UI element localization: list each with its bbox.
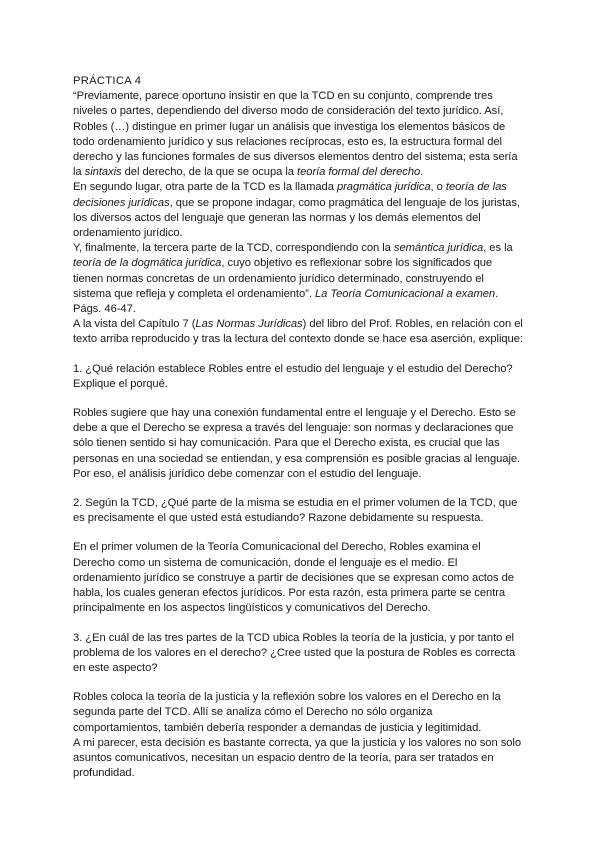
answer-3-part-2: A mi parecer, esta decisión es bastante correcta, ya que la justicia y los valores no son solo asuntos comunicativos, necesitan un espacio dentro de la teoría, para ser tratados en profundidad. — [73, 736, 522, 780]
italic-run: Las Normas Jurídicas — [195, 318, 303, 331]
text-run: . Págs. 46-47. — [73, 287, 499, 316]
question-1: 1. ¿Qué relación establece Robles entre el estudio del lenguaje y el estudio del Derecho? Explique el porqué. — [73, 362, 513, 390]
answer-1: Robles sugiere que hay una conexión fundamental entre el lenguaje y el Derecho. Esto se debe a que el Derecho se expresa a través del lenguaje: son normas y declaraciones que sólo tienen sentido si hay comunicación. Para que el Derecho exista, es crucial que las personas en una sociedad se entiendan, y esa comprensión es posible gracias al lenguaje. Por eso, el análisis jurídico debe comenzar con el estudio del lenguaje. — [73, 407, 521, 480]
text-run: del derecho, de la que se ocupa la — [121, 166, 298, 179]
spacer — [73, 392, 523, 406]
italic-run: teoría de las decisiones jurídicas — [73, 181, 507, 209]
text-run: “Previamente, parece oportuno insistir en que la TCD en su conjunto, comprende tres niveles o partes, dependiendo del diverso modo de consideración del texto jurídico. Así, Robles (…) distingue en primer lugar un análisis que investiga los elementos básicos de todo ordenamiento jurídico y sus relaciones recíprocas, esto es, la estructura formal del derecho y las funciones formales de sus diversos elementos dentro del sistema; esta sería la — [73, 90, 518, 179]
text-run: , o — [430, 181, 446, 194]
text-run: . — [420, 166, 424, 179]
intro-paragraph-3 — [73, 241, 523, 317]
question-2: 2. Según la TCD, ¿Qué parte de la misma se estudia en el primer volumen de la TCD, que es precisamente el que usted está estudiando? Razone debidamente su respuesta. — [73, 497, 518, 525]
text-run: Y, finalmente, la tercera parte de la TCD, correspondiendo con la — [73, 242, 394, 255]
text-run: , es la — [483, 242, 513, 255]
document-page — [73, 74, 523, 781]
italic-run: sintaxis — [84, 166, 122, 179]
spacer — [73, 676, 523, 690]
text-run: A la vista del Capítulo 7 ( — [73, 318, 196, 331]
text-run: En segundo lugar, otra parte de la TCD es la llamada — [73, 181, 337, 194]
intro-paragraph-2 — [73, 180, 523, 241]
spacer — [73, 617, 523, 631]
answer-2: En el primer volumen de la Teoría Comunicacional del Derecho, Robles examina el Derecho como un sistema de comunicación, donde el lenguaje es el medio. El ordenamiento jurídico se construye a partir de decisiones que se expresan como actos de habla, los cuales generan efectos jurídicos. Por esta razón, esta primera parte se centra principalmente en los aspectos lingüísticos y comunicativos del Derecho. — [73, 541, 514, 615]
intro-paragraph-4 — [73, 317, 523, 347]
text-run: , que se propone indagar, como pragmática del lenguaje de los juristas, los diversos actos del lenguaje que generan las normas y los demás elementos del ordenamiento jurídico. — [73, 196, 520, 240]
text-run: ) del libro del Prof. Robles, en relación con el texto arriba reproducido y tras la lectura del contexto donde se hace esa aserción, explique: — [73, 318, 523, 346]
spacer — [73, 482, 523, 496]
page-title: PRÁCTICA 4 — [73, 75, 142, 87]
italic-run: semántica jurídica — [393, 242, 484, 255]
italic-run: pragmática jurídica — [336, 181, 431, 194]
answer-3-part-1: Robles coloca la teoría de la justicia y la reflexión sobre los valores en el Derecho en la segunda parte del TCD. Allí se analiza cómo el Derecho no sólo organiza comportamientos, también debería responder a demandas de justicia y legitimidad. — [73, 691, 501, 734]
italic-run: La Teoría Comunicacional a examen — [314, 287, 496, 300]
italic-run: teoría de la dogmática jurídica — [73, 257, 222, 270]
intro-paragraph-1 — [73, 89, 523, 180]
spacer — [73, 526, 523, 540]
italic-run: teoría formal del derecho — [297, 166, 421, 179]
question-3: 3. ¿En cuál de las tres partes de la TCD ubica Robles la teoría de la justicia, y por tanto el problema de los valores en el derecho? ¿Cree usted que la postura de Robles es correcta en este aspecto? — [73, 631, 516, 674]
spacer — [73, 348, 523, 362]
text-run: , cuyo objetivo es reflexionar sobre los significados que tienen normas concretas de un ordenamiento jurídico determinado, construyendo el sistema que refleja y completa el ordenamiento”. — [73, 257, 493, 300]
